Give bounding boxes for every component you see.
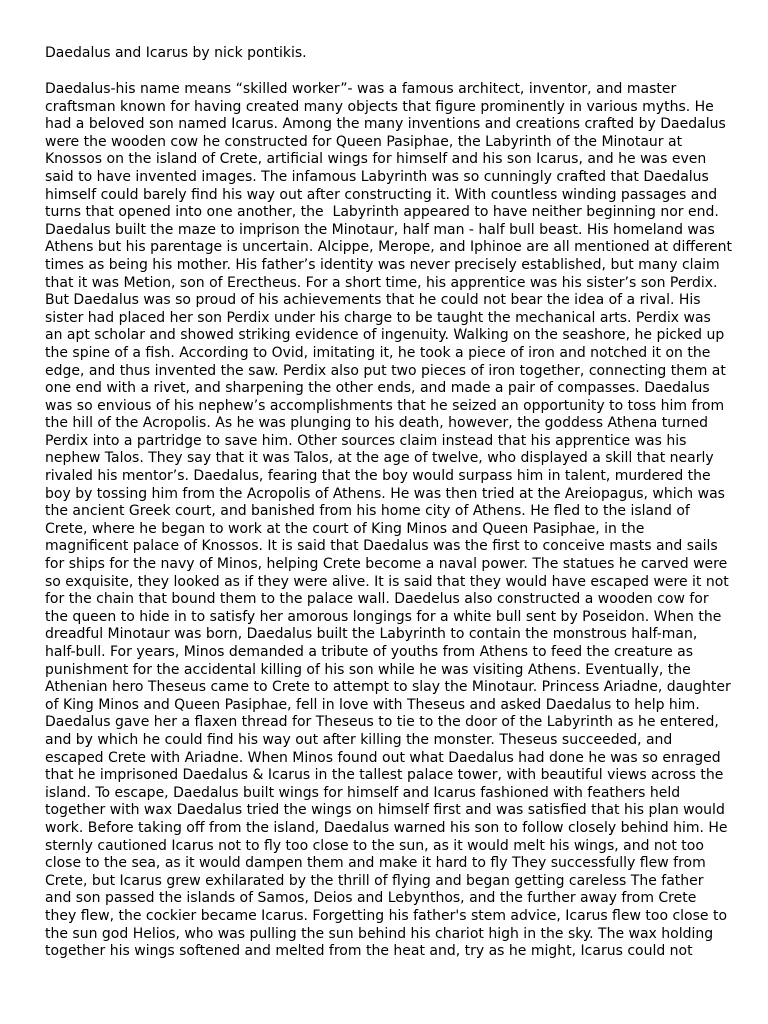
body-text-line: said to have invented images. The infamous Labyrinth was so cunningly crafted that Daedalus — [45, 168, 709, 185]
body-text-line: himself could barely find his way out after constructing it. With countless winding passages and — [45, 186, 718, 203]
body-text-line: Daedalus-his name means “skilled worker”- was a famous architect, inventor, and master — [45, 81, 677, 97]
body-text-line: of King Minos and Queen Pasiphae, fell in love with Theseus and asked Daedalus to help him. — [45, 696, 700, 713]
body-text-line: for ships for the navy of Minos, helping Crete become a naval power. The statues he carved were — [45, 556, 728, 573]
body-text-line: the spine of a fish. According to Ovid, imitating it, he took a piece of iron and notched it on the — [45, 344, 711, 361]
body-text-line: close to the sea, as it would dampen them and make it hard to fly They successfully flew from — [45, 855, 706, 872]
body-text-line: one end with a rivet, and sharpening the other ends, and made a pair of compasses. Daedalus — [45, 380, 710, 397]
body-text-line: an apt scholar and showed striking evidence of ingenuity. Walking on the seashore, he picked up — [45, 327, 725, 344]
body-text-line: was so envious of his nephew’s accomplishments that he seized an opportunity to toss him from — [45, 397, 725, 414]
body-text-line: Knossos on the island of Crete, artificial wings for himself and his son Icarus, and he was even — [45, 151, 707, 168]
body-text-line: craftsman known for having created many objects that figure prominently in various myths. He — [45, 98, 714, 115]
body-text-line: were the wooden cow he constructed for Queen Pasiphae, the Labyrinth of the Minotaur at — [45, 133, 683, 150]
document-title: Daedalus and Icarus by nick pontikis. — [45, 45, 307, 61]
body-text-line: that it was Metion, son of Erectheus. For a short time, his apprentice was his sister’s son Perdix. — [45, 274, 718, 291]
body-text-line: dreadful Minotaur was born, Daedalus built the Labyrinth to contain the monstrous half-man, — [45, 626, 698, 643]
body-text-line: the queen to hide in to satisfy her amorous longings for a white bull sent by Poseidon. When the — [45, 608, 722, 625]
body-text-line: so exquisite, they looked as if they were alive. It is said that they would have escaped were it not — [45, 573, 729, 590]
body-text-line: rivaled his mentor’s. Daedalus, fearing that the boy would surpass him in talent, murdered the — [45, 468, 711, 485]
body-text-line: punishment for the accidental killing of his son while he was visiting Athens. Eventually, the — [45, 661, 691, 678]
body-text-line: sternly cautioned Icarus not to fly too close to the sun, as it would melt his wings, and not too — [45, 837, 704, 854]
body-text-line: and son passed the islands of Samos, Deios and Lebynthos, and the further away from Crete — [45, 890, 697, 907]
body-text-line: magnificent palace of Knossos. It is said that Daedalus was the first to conceive masts and sails — [45, 538, 718, 555]
body-text-line: together with wax Daedalus tried the wings on himself first and was satisfied that his plan would — [45, 802, 725, 819]
body-text-line: island. To escape, Daedalus built wings for himself and Icarus fashioned with feathers held — [45, 784, 681, 801]
body-text-line: the hill of the Acropolis. As he was plunging to his death, however, the goddess Athena turned — [45, 415, 708, 432]
body-text-line: edge, and thus invented the saw. Perdix also put two pieces of iron together, connecting them at — [45, 362, 726, 379]
body-text-line: Athenian hero Theseus came to Crete to attempt to slay the Minotaur. Princess Ariadne, daughter — [45, 679, 731, 696]
body-text-line: Crete, where he began to work at the court of King Minos and Queen Pasiphae, in the — [45, 520, 645, 537]
body-text-line: work. Before taking off from the island, Daedalus warned his son to follow closely behind him. He — [45, 819, 728, 836]
body-text-line: Daedalus gave her a flaxen thread for Theseus to tie to the door of the Labyrinth as he entered, — [45, 714, 719, 731]
body-text-line: they flew, the cockier became Icarus. Forgetting his father's stem advice, Icarus flew too close to — [45, 907, 728, 924]
body-text-line: escaped Crete with Ariadne. When Minos found out what Daedalus had done he was so enraged — [45, 749, 721, 766]
body-text-line: turns that opened into one another, the Labyrinth appeared to have neither beginning nor end. — [45, 204, 719, 221]
body-text-line: sister had placed her son Perdix under his charge to be taught the mechanical arts. Perdix was — [45, 309, 711, 326]
body-text-line: together his wings softened and melted from the heat and, try as he might, Icarus could not — [45, 943, 693, 960]
body-text-line: Crete, but Icarus grew exhilarated by the thrill of flying and began getting careless The father — [45, 872, 704, 889]
body-text-line: Daedalus built the maze to imprison the Minotaur, half man - half bull beast. His homeland was — [45, 221, 715, 238]
body-text-line: had a beloved son named Icarus. Among the many inventions and creations crafted by Daedalus — [45, 116, 726, 133]
body-text-line: But Daedalus was so proud of his achievements that he could not bear the idea of a rival. His — [45, 292, 701, 309]
body-text-line: Athens but his parentage is uncertain. Alcippe, Merope, and Iphinoe are all mentioned at different — [45, 239, 733, 256]
body-text-line: Perdix into a partridge to save him. Other sources claim instead that his apprentice was his — [45, 432, 687, 449]
document-body — [45, 81, 735, 961]
body-text-line: the sun god Helios, who was pulling the sun behind his chariot high in the sky. The wax holding — [45, 925, 714, 942]
body-text-line: the ancient Greek court, and banished from his home city of Athens. He fled to the island of — [45, 503, 690, 520]
body-text-line: and by which he could find his way out after killing the monster. Theseus succeeded, and — [45, 731, 673, 748]
body-text-line: times as being his mother. His father’s identity was never precisely established, but many claim — [45, 256, 720, 273]
body-text-line: for the chain that bound them to the palace wall. Daedelus also constructed a wooden cow for — [45, 591, 709, 608]
body-text-line: half-bull. For years, Minos demanded a tribute of youths from Athens to feed the creature as — [45, 644, 694, 660]
body-text-line: boy by tossing him from the Acropolis of Athens. He was then tried at the Areiopagus, which was — [45, 485, 725, 502]
body-text-line: nephew Talos. They say that it was Talos, at the age of twelve, who displayed a skill that nearly — [45, 450, 714, 467]
body-text-line: that he imprisoned Daedalus & Icarus in the tallest palace tower, with beautiful views across the — [45, 767, 724, 784]
